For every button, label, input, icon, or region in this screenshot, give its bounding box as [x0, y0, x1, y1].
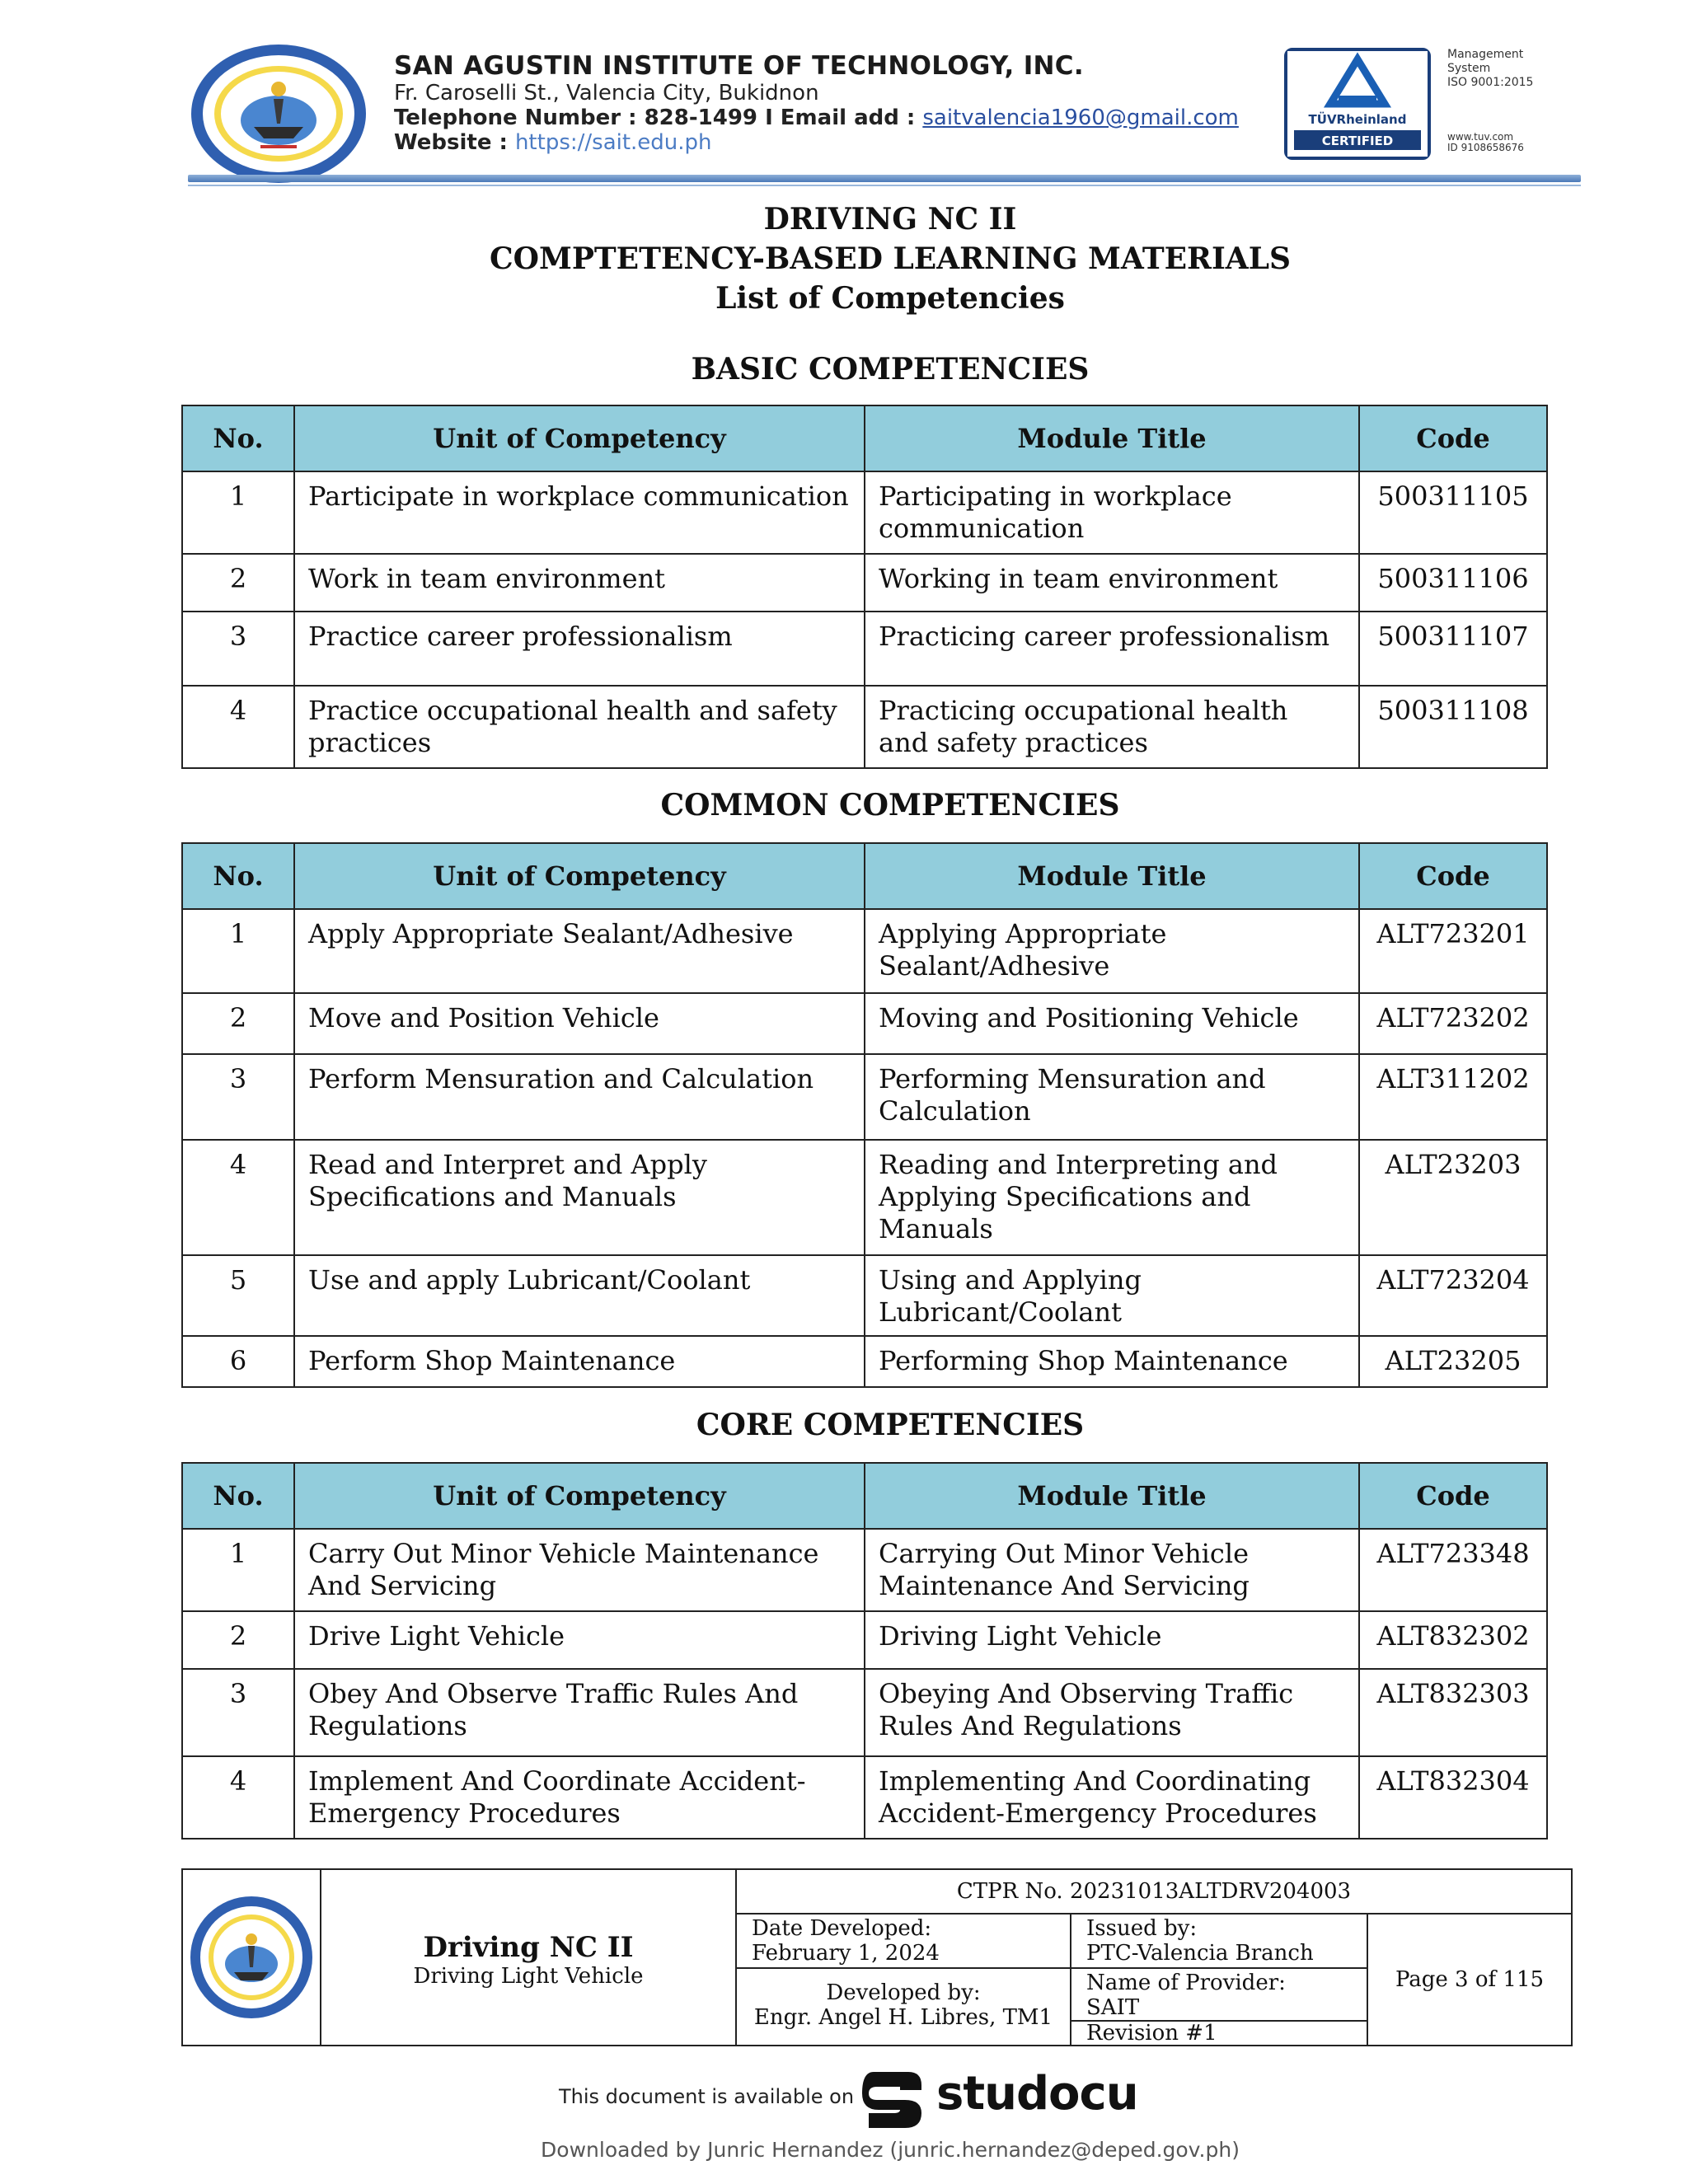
- unit-of-competency: Use and apply Lubricant/Coolant: [294, 1255, 865, 1336]
- section-title-core: CORE COMPETENCIES: [696, 1408, 1085, 1442]
- date-developed-cell: [737, 1915, 1071, 1969]
- module-title: Practicing career professionalism: [865, 612, 1359, 686]
- row-number: 3: [182, 612, 294, 686]
- footer-module-subtitle: Driving Light Vehicle: [413, 1964, 644, 1989]
- institution-name: SAN AGUSTIN INSTITUTE OF TECHNOLOGY, INC.: [394, 51, 1084, 81]
- unit-of-competency: Practice occupational health and safety practices: [294, 686, 865, 768]
- cert-brand: TÜVRheinland: [1308, 112, 1407, 127]
- module-title: Carrying Out Minor Vehicle Maintenance And Servicing: [865, 1529, 1359, 1611]
- developed-by-cell: [737, 1969, 1071, 2045]
- row-number: 3: [182, 1054, 294, 1140]
- module-title: Performing Mensuration and Calculation: [865, 1054, 1359, 1140]
- header-no: No.: [182, 1463, 294, 1529]
- row-number: 6: [182, 1336, 294, 1387]
- table-row: [182, 1756, 1547, 1839]
- letterhead-divider: [188, 175, 1581, 182]
- unit-of-competency: Work in team environment: [294, 554, 865, 612]
- developed-by-label: Developed by:: [826, 1980, 981, 2005]
- table-header-row: [182, 405, 1547, 471]
- letterhead-divider-thin: [188, 185, 1581, 186]
- issued-by-cell: [1071, 1915, 1368, 1969]
- website-label: Website :: [394, 130, 515, 155]
- studocu-wordmark[interactable]: studocu: [936, 2067, 1138, 2121]
- header-module: Module Title: [865, 1463, 1359, 1529]
- table-row: [182, 909, 1547, 993]
- header-code: Code: [1359, 1463, 1547, 1529]
- module-title: Performing Shop Maintenance: [865, 1336, 1359, 1387]
- table-row: [182, 471, 1547, 554]
- competency-code: ALT723201: [1359, 909, 1547, 993]
- row-number: 2: [182, 993, 294, 1054]
- competency-code: ALT723202: [1359, 993, 1547, 1054]
- unit-of-competency: Implement And Coordinate Accident-Emergency Procedures: [294, 1756, 865, 1839]
- ctpr-number: CTPR No. 20231013ALTDRV204003: [737, 1870, 1571, 1915]
- competency-code: 500311108: [1359, 686, 1547, 768]
- institution-address: Fr. Caroselli St., Valencia City, Bukidnon: [394, 81, 819, 105]
- competency-code: ALT832303: [1359, 1669, 1547, 1756]
- module-title: Obeying And Observing Traffic Rules And Regulations: [865, 1669, 1359, 1756]
- row-number: 4: [182, 1140, 294, 1255]
- website-line: [394, 130, 1239, 155]
- row-number: 5: [182, 1255, 294, 1336]
- document-subtitle: COMPTETENCY-BASED LEARNING MATERIALS: [489, 241, 1292, 276]
- table-row: [182, 1336, 1547, 1387]
- footer-school-seal-logo: [183, 1870, 320, 2045]
- provider-label: Name of Provider:: [1086, 1971, 1286, 1995]
- table-header-row: [182, 1463, 1547, 1529]
- unit-of-competency: Carry Out Minor Vehicle Maintenance And Servicing: [294, 1529, 865, 1611]
- section-title-common: COMMON COMPETENCIES: [660, 788, 1120, 823]
- email-label: I Email add :: [757, 105, 923, 130]
- row-number: 2: [182, 554, 294, 612]
- unit-of-competency: Read and Interpret and Apply Specifications and Manuals: [294, 1140, 865, 1255]
- studocu-logo-icon[interactable]: [857, 2065, 926, 2131]
- phone-label: Telephone Number :: [394, 105, 645, 130]
- header-no: No.: [182, 843, 294, 909]
- unit-of-competency: Apply Appropriate Sealant/Adhesive: [294, 909, 865, 993]
- module-title: Using and Applying Lubricant/Coolant: [865, 1255, 1359, 1336]
- footer-title-cell: [321, 1870, 737, 2045]
- cert-label: CERTIFIED: [1321, 134, 1394, 148]
- section-title-basic: BASIC COMPETENCIES: [691, 352, 1090, 387]
- header-unit: Unit of Competency: [294, 1463, 865, 1529]
- document-list-heading: List of Competencies: [715, 281, 1065, 316]
- module-title: Reading and Interpreting and Applying Specifications and Manuals: [865, 1140, 1359, 1255]
- cert-website-id: www.tuv.com ID 9108658676: [1447, 131, 1524, 153]
- header-code: Code: [1359, 405, 1547, 471]
- page-number: Page 3 of 115: [1395, 1967, 1545, 1992]
- module-title: Participating in workplace communication: [865, 471, 1359, 554]
- school-seal-logo: [188, 41, 369, 186]
- issued-by-label: Issued by:: [1086, 1916, 1198, 1941]
- competency-code: ALT723204: [1359, 1255, 1547, 1336]
- table-row: [182, 1054, 1547, 1140]
- footer-logo-cell: [183, 1870, 321, 2045]
- competency-code: ALT311202: [1359, 1054, 1547, 1140]
- competency-code: ALT23205: [1359, 1336, 1547, 1387]
- core-competencies-table: [181, 1462, 1548, 1840]
- tuv-certification-badge: [1284, 48, 1431, 160]
- header-unit: Unit of Competency: [294, 405, 865, 471]
- header-module: Module Title: [865, 405, 1359, 471]
- header-module: Module Title: [865, 843, 1359, 909]
- table-row: [182, 612, 1547, 686]
- phone-number: 828-1499: [644, 105, 758, 130]
- row-number: 4: [182, 1756, 294, 1839]
- table-row: [182, 1140, 1547, 1255]
- letterhead: [188, 41, 1589, 190]
- contact-line: [394, 105, 1239, 130]
- document-footer-box: [181, 1868, 1573, 2046]
- competency-code: ALT832302: [1359, 1611, 1547, 1669]
- table-row: [182, 554, 1547, 612]
- unit-of-competency: Perform Shop Maintenance: [294, 1336, 865, 1387]
- document-title: DRIVING NC II: [763, 202, 1017, 237]
- row-number: 4: [182, 686, 294, 768]
- developed-by-value: Engr. Angel H. Libres, TM1: [753, 2005, 1053, 2030]
- competency-code: 500311107: [1359, 612, 1547, 686]
- date-developed-label: Date Developed:: [752, 1916, 932, 1941]
- unit-of-competency: Perform Mensuration and Calculation: [294, 1054, 865, 1140]
- row-number: 1: [182, 1529, 294, 1611]
- basic-competencies-table: [181, 405, 1548, 769]
- unit-of-competency: Move and Position Vehicle: [294, 993, 865, 1054]
- table-row: [182, 1669, 1547, 1756]
- competency-code: ALT23203: [1359, 1140, 1547, 1255]
- row-number: 3: [182, 1669, 294, 1756]
- header-code: Code: [1359, 843, 1547, 909]
- row-number: 1: [182, 471, 294, 554]
- email-link[interactable]: saitvalencia1960@gmail.com: [922, 105, 1239, 130]
- availability-text: This document is available on: [559, 2085, 855, 2108]
- table-row: [182, 1529, 1547, 1611]
- competency-code: ALT723348: [1359, 1529, 1547, 1611]
- common-competencies-table: [181, 842, 1548, 1388]
- revision-number: Revision #1: [1071, 2022, 1368, 2045]
- module-title: Working in team environment: [865, 554, 1359, 612]
- issued-by-value: PTC-Valencia Branch: [1086, 1941, 1314, 1966]
- footer-qualification-title: Driving NC II: [423, 1931, 634, 1964]
- module-title: Driving Light Vehicle: [865, 1611, 1359, 1669]
- module-title: Applying Appropriate Sealant/Adhesive: [865, 909, 1359, 993]
- cert-standard: Management System ISO 9001:2015: [1447, 48, 1534, 89]
- date-developed-value: February 1, 2024: [752, 1941, 940, 1966]
- module-title: Implementing And Coordinating Accident-Emergency Procedures: [865, 1756, 1359, 1839]
- document-title-block: [0, 199, 1688, 318]
- module-title: Practicing occupational health and safety practices: [865, 686, 1359, 768]
- competency-code: 500311106: [1359, 554, 1547, 612]
- tuv-triangle-icon: [1287, 51, 1428, 157]
- row-number: 2: [182, 1611, 294, 1669]
- table-row: [182, 686, 1547, 768]
- module-title: Moving and Positioning Vehicle: [865, 993, 1359, 1054]
- header-unit: Unit of Competency: [294, 843, 865, 909]
- unit-of-competency: Drive Light Vehicle: [294, 1611, 865, 1669]
- unit-of-competency: Practice career professionalism: [294, 612, 865, 686]
- website-link[interactable]: https://sait.edu.ph: [514, 130, 712, 155]
- table-row: [182, 1255, 1547, 1336]
- provider-cell: [1071, 1969, 1368, 2022]
- download-attribution: Downloaded by Junric Hernandez (junric.hernandez@deped.gov.ph): [541, 2138, 1240, 2162]
- table-header-row: [182, 843, 1547, 909]
- row-number: 1: [182, 909, 294, 993]
- table-row: [182, 1611, 1547, 1669]
- unit-of-competency: Participate in workplace communication: [294, 471, 865, 554]
- competency-code: 500311105: [1359, 471, 1547, 554]
- table-row: [182, 993, 1547, 1054]
- competency-code: ALT832304: [1359, 1756, 1547, 1839]
- unit-of-competency: Obey And Observe Traffic Rules And Regulations: [294, 1669, 865, 1756]
- header-no: No.: [182, 405, 294, 471]
- provider-value: SAIT: [1086, 1995, 1140, 2020]
